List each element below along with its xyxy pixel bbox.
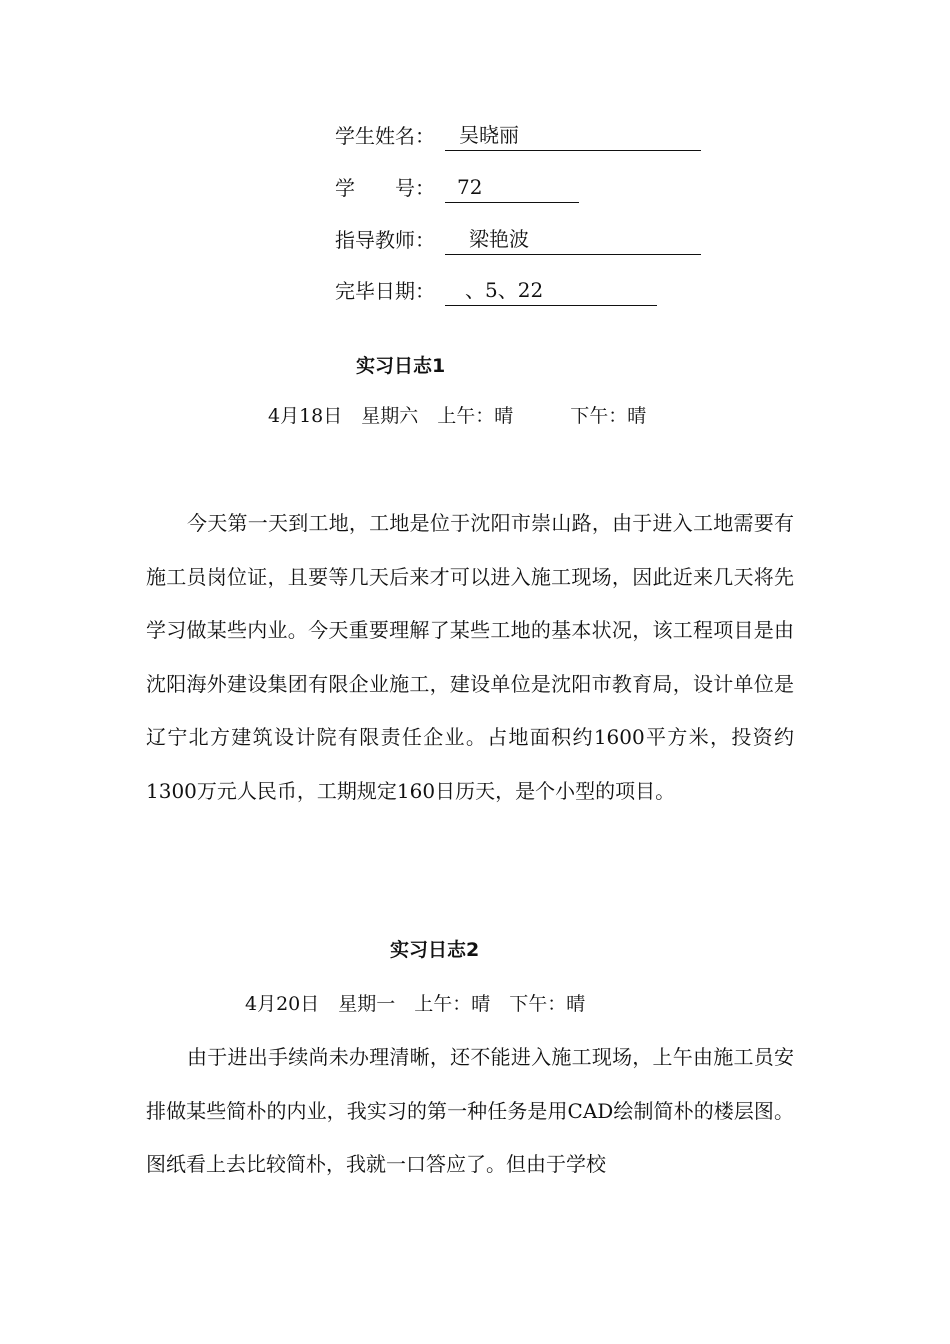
log-1-body: 今天第一天到工地，工地是位于沈阳市崇山路，由于进入工地需要有施工员岗位证，且要等几天后来才可以进入施工现场，因此近来几天将先学习做某些内业。今天重要理解了某些工地的基本状况，该工程项目是由沈阳海外建设集团有限企业施工，建设单位是沈阳市教育局，设计单位是辽宁北方建筑设计院有限责任企业。占地面积约1600平方米，投资约1300万元人民币，工期规定160日历天，是个小型的项目。	[146, 511, 794, 803]
completion-date-row	[335, 276, 544, 306]
student-name-value: 吴晓丽	[445, 121, 701, 151]
log-2-body: 由于进出手续尚未办理清晰，还不能进入施工现场，上午由施工员安排做某些简朴的内业，我实习的第一种任务是用CAD绘制简朴的楼层图。图纸看上去比较简朴，我就一口答应了。但由于学校	[146, 1045, 794, 1176]
log-1-meta: 4月18日 星期六 上午：晴 下午：晴	[268, 405, 647, 427]
student-id-value: 72	[445, 173, 579, 203]
student-id-row	[335, 173, 483, 203]
log-2-title: 实习日志2	[390, 939, 480, 961]
completion-date-label: 完毕日期：	[335, 279, 435, 303]
advisor-label: 指导教师：	[335, 228, 435, 252]
advisor-row	[335, 225, 529, 255]
log-1-title: 实习日志1	[356, 355, 446, 377]
completion-date-value: 、5、22	[445, 276, 657, 306]
log-2-meta: 4月20日 星期一 上午：晴 下午：晴	[245, 993, 586, 1015]
student-name-label: 学生姓名：	[335, 124, 435, 148]
student-id-label: 学 号：	[335, 176, 435, 200]
student-name-row	[335, 121, 519, 151]
advisor-value: 梁艳波	[445, 225, 701, 255]
